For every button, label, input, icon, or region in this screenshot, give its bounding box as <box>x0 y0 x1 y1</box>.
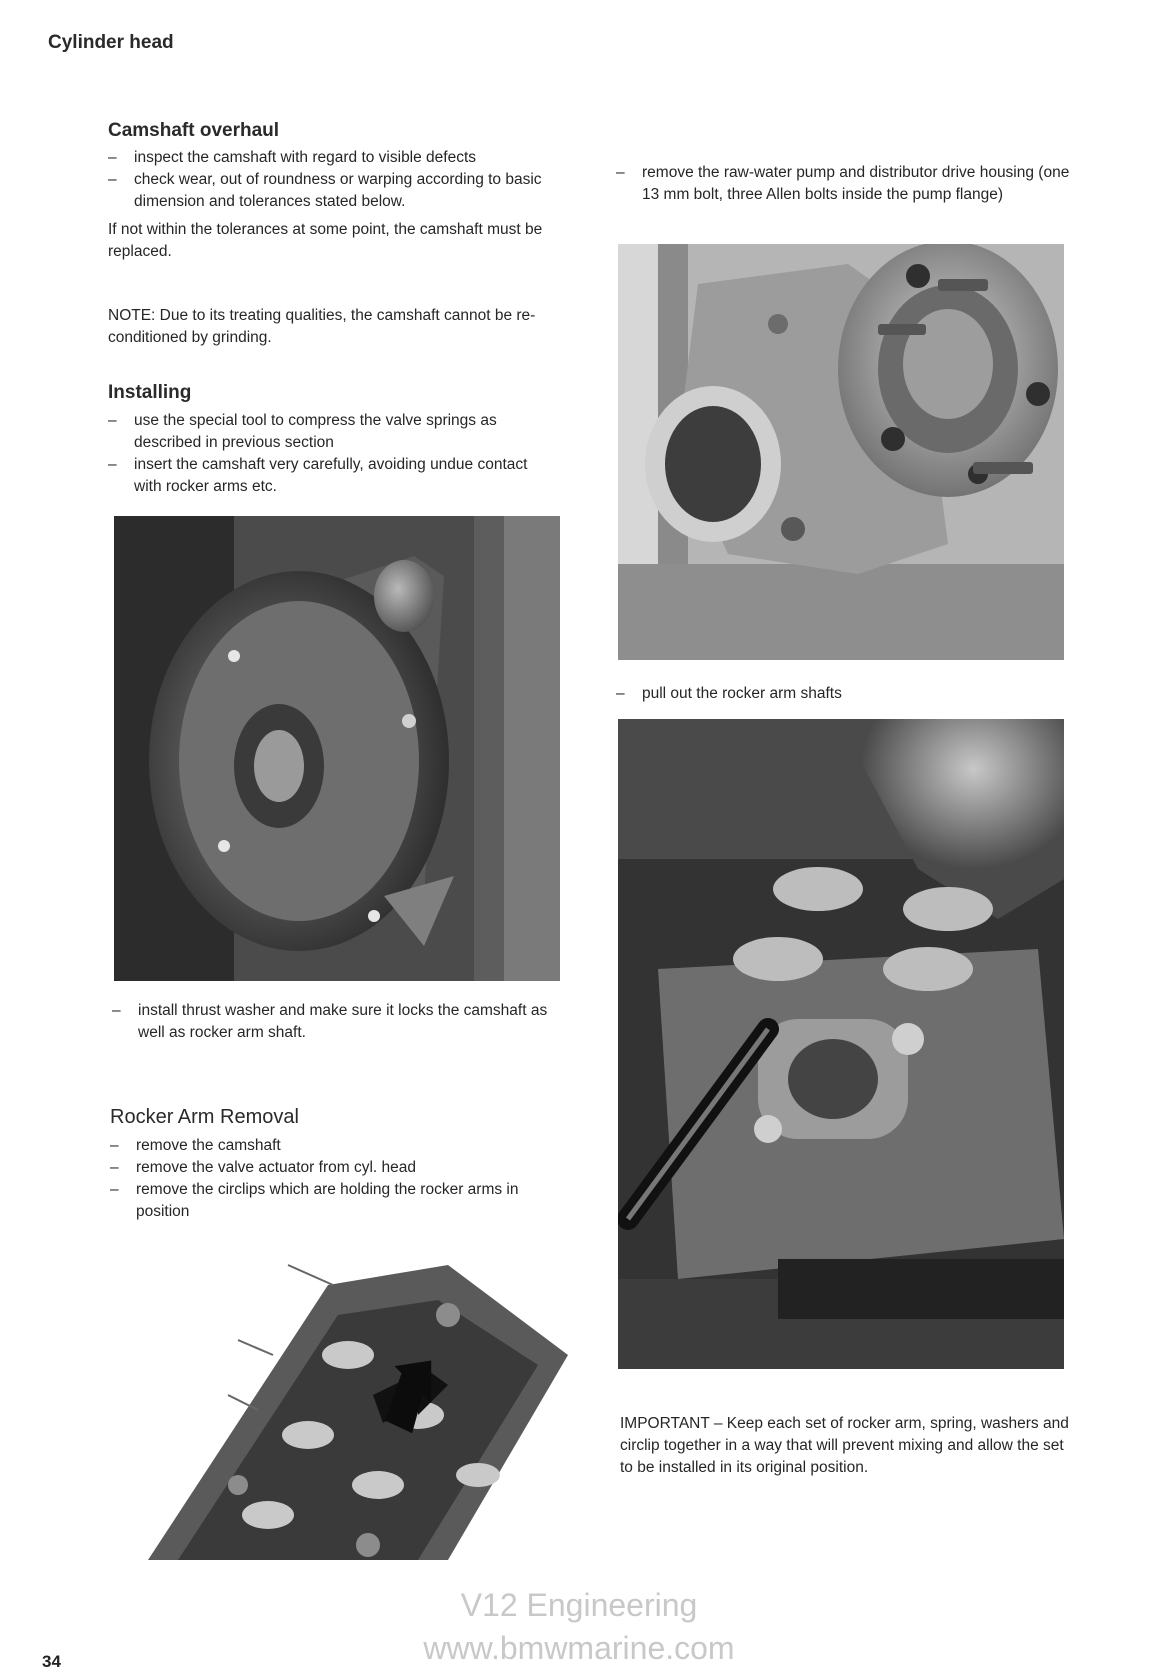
thrust-washer-step <box>112 1000 562 1044</box>
rocker-shaft-photo <box>618 719 1064 1369</box>
list-item: – check wear, out of roundness or warping according to basic dimension and tolerances stated below. <box>108 171 542 210</box>
installing-section <box>108 382 568 498</box>
rocker-shaft-step <box>616 683 1071 705</box>
pump-housing-photo <box>618 244 1064 660</box>
rocker-arm-removal-section <box>110 1106 570 1223</box>
camshaft-overhaul-heading: Camshaft overhaul <box>108 120 280 141</box>
list-item: – use the special tool to compress the valve springs as described in previous section <box>108 412 497 451</box>
camshaft-overhaul-list <box>108 147 558 213</box>
note-paragraph: NOTE: Due to its treating qualities, the camshaft cannot be re-conditioned by grinding. <box>108 307 536 346</box>
thrust-washer-photo <box>114 516 560 981</box>
rocker-arm-removal-list <box>110 1135 565 1223</box>
pump-removal-step <box>616 162 1071 206</box>
installing-heading: Installing <box>108 382 192 403</box>
running-head: Cylinder head <box>48 32 174 53</box>
circlip-photo <box>118 1245 570 1560</box>
list-item: – insert the camshaft very carefully, avoiding undue contact with rocker arms etc. <box>108 456 528 495</box>
tolerance-paragraph: If not within the tolerances at some point, the camshaft must be replaced. <box>108 221 543 260</box>
list-item: – pull out the rocker arm shafts <box>616 685 842 702</box>
list-item: – remove the valve actuator from cyl. head <box>110 1159 416 1176</box>
installing-list <box>108 410 548 498</box>
page-number: 34 <box>42 1652 61 1671</box>
list-item: – remove the raw-water pump and distributor drive housing (one 13 mm bolt, three Allen bolts inside the pump flange) <box>616 164 1070 203</box>
camshaft-overhaul-section <box>108 120 568 349</box>
watermark-line2: www.bmwmarine.com <box>423 1630 735 1666</box>
list-item: – install thrust washer and make sure it locks the camshaft as well as rocker arm shaft. <box>112 1002 548 1041</box>
list-item: – inspect the camshaft with regard to visible defects <box>108 149 477 166</box>
list-item: – remove the camshaft <box>110 1137 281 1154</box>
important-paragraph: IMPORTANT – Keep each set of rocker arm, spring, washers and circlip together in a way that will prevent mixing and allow the set to be installed in its original position. <box>620 1415 1069 1476</box>
rocker-arm-removal-heading: Rocker Arm Removal <box>110 1106 299 1128</box>
watermark-line1: V12 Engineering <box>460 1587 698 1623</box>
list-item: – remove the circlips which are holding the rocker arms in position <box>110 1181 519 1220</box>
